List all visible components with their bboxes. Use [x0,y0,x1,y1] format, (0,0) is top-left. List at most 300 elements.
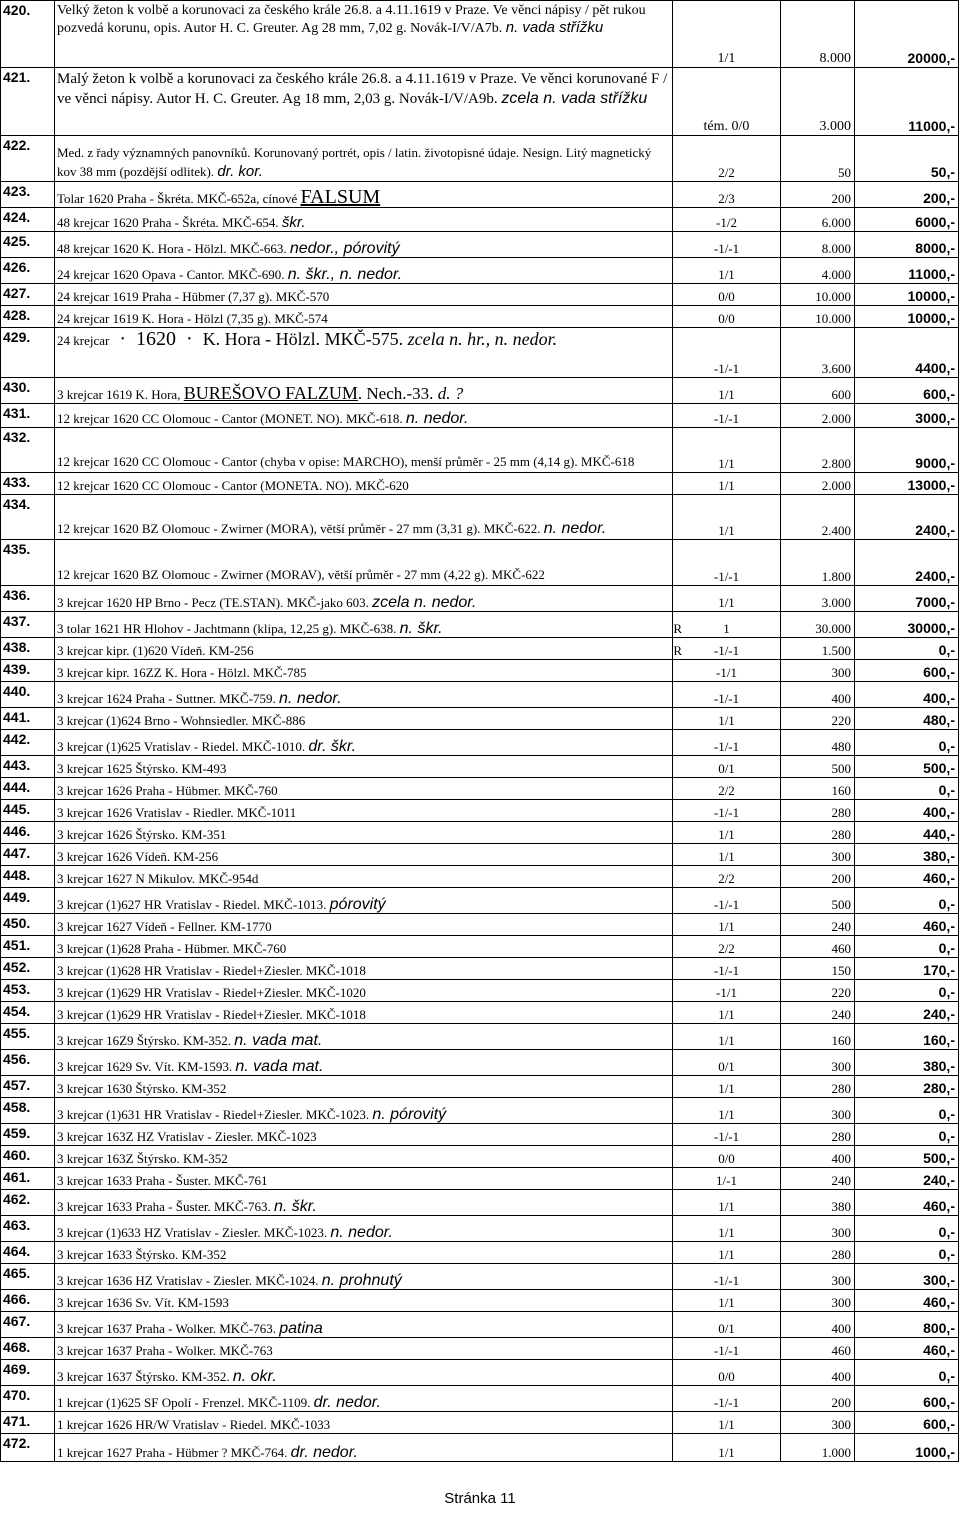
lot-price: 400,- [855,682,959,708]
lot-description [55,730,673,756]
lot-estimate: 10.000 [781,306,855,328]
description-text: 3 krejcar (1)629 HR Vratislav - Riedel+Ziesler. MKČ-1020 [57,985,366,1000]
lot-row [1,306,959,328]
lot-row [1,208,959,232]
lot-price: 0,- [855,936,959,958]
lot-price: 600,- [855,1412,959,1434]
lot-grade: 1/1 [673,428,781,473]
lot-price: 240,- [855,1168,959,1190]
lot-number: 448. [1,866,55,888]
lot-description: 12 krejcar 1620 BZ Olomouc - Zwirner (MORA), větší průměr - 27 mm (3,31 g). MKČ-622. n. nedor. [55,495,673,540]
lot-row [1,136,959,182]
lot-grade: -1/-1 [673,1264,781,1290]
lot-row [1,1098,959,1124]
lot-price: 30000,- [855,612,959,638]
lot-grade: 1/1 [673,1098,781,1124]
lot-number: 470. [1,1386,55,1412]
lot-row [1,936,959,958]
lot-number: 429. [1,328,55,378]
rarity-mark: R [673,643,682,658]
description-text: 3 krejcar 1633 Praha - Šuster. MKČ-761 [57,1173,268,1188]
lot-row [1,1216,959,1242]
lot-grade: -1/-1 [673,404,781,428]
lot-description: 3 krejcar 1619 K. Hora, BUREŠOVO FALZUM. Nech.-33. d. ? [55,378,673,404]
lot-price: 800,- [855,1312,959,1338]
lot-estimate: 400 [781,1146,855,1168]
condition-note: n. okr. [232,1368,277,1385]
lot-row [1,1338,959,1360]
lot-number: 457. [1,1076,55,1098]
lot-grade: 1/1 [673,258,781,284]
lot-estimate: 300 [781,1098,855,1124]
lot-estimate: 200 [781,182,855,208]
condition-note: n. prohnutý [321,1272,402,1289]
lot-grade: 1/1 [673,1002,781,1024]
lot-grade: 0/0 [673,306,781,328]
lot-grade: 1/1 [673,1290,781,1312]
lot-description: 12 krejcar 1620 CC Olomouc - Cantor (MONET. NO). MKČ-618. n. nedor. [55,404,673,428]
lot-row [1,1050,959,1076]
lot-price: 170,- [855,958,959,980]
page-number: Stránka 11 [444,1490,516,1507]
lot-row [1,1434,959,1462]
lot-grade: 0/0 [673,1146,781,1168]
lot-number: 452. [1,958,55,980]
lot-description [55,660,673,682]
lot-estimate: 200 [781,866,855,888]
lot-row [1,1360,959,1386]
lot-price: 0,- [855,888,959,914]
lot-row [1,1146,959,1168]
lot-estimate: 380 [781,1190,855,1216]
lot-price: 0,- [855,638,959,660]
lot-estimate: 8.000 [781,232,855,258]
lot-price: 600,- [855,378,959,404]
lot-row [1,1386,959,1412]
lot-grade: 1/1 [673,1,781,68]
lot-estimate: 1.800 [781,540,855,586]
lot-price: 13000,- [855,473,959,495]
lot-description: Malý žeton k volbě a korunovaci za českého krále 26.8. a 4.11.1619 v Praze. Ve věnci korunované F / ve věnci nápisy. Autor H. C. Greuter. Ag 18 mm, 2,03 g. Novák-I/V/A9b. zcela n. vada střížku [55,68,673,136]
lot-grade: 1 [673,612,781,638]
lot-price: 11000,- [855,258,959,284]
lot-number: 434. [1,495,55,540]
lot-price: 9000,- [855,428,959,473]
lot-number: 461. [1,1168,55,1190]
lot-number: 462. [1,1190,55,1216]
lot-estimate: 300 [781,1264,855,1290]
lot-price: 8000,- [855,232,959,258]
lot-row [1,232,959,258]
lot-estimate: 6.000 [781,208,855,232]
lot-price: 11000,- [855,68,959,136]
lot-row [1,1264,959,1290]
lot-estimate: 400 [781,1360,855,1386]
lot-price: 280,- [855,1076,959,1098]
lot-price: 600,- [855,1386,959,1412]
lot-grade: 2/2 [673,866,781,888]
rarity-mark: R [673,621,682,636]
lot-price: 2400,- [855,495,959,540]
lot-estimate: 300 [781,1050,855,1076]
description-text: 1 krejcar (1)625 SF Opolí - Frenzel. MKČ-1109. [57,1395,314,1410]
lot-estimate: 200 [781,1386,855,1412]
description-text: 3 krejcar 1637 Praha - Wolker. MKČ-763 [57,1343,273,1358]
lot-description: 48 krejcar 1620 K. Hora - Hölzl. MKČ-663. nedor., pórovitý [55,232,673,258]
lot-price: 7000,- [855,586,959,612]
lot-price: 0,- [855,1242,959,1264]
condition-note: n. škr. [274,1198,317,1215]
lot-row [1,1,959,68]
lot-description [55,936,673,958]
lot-description [55,1076,673,1098]
lot-number: 427. [1,284,55,306]
lot-grade: -1/-1 [673,540,781,586]
lot-description: 48 krejcar 1620 Praha - Škréta. MKČ-654. škr. [55,208,673,232]
lot-description: Tolar 1620 Praha - Škréta. MKČ-652a, cínové FALSUM [55,182,673,208]
lot-price: 0,- [855,730,959,756]
lot-estimate: 2.000 [781,473,855,495]
lot-description [55,1216,673,1242]
condition-note: dr. nedor. [313,1394,381,1411]
lot-row [1,638,959,660]
lot-number: 424. [1,208,55,232]
lot-description [55,1024,673,1050]
lot-price: 1000,- [855,1434,959,1462]
lot-row [1,1024,959,1050]
lot-estimate: 160 [781,1024,855,1050]
lot-number: 423. [1,182,55,208]
lot-grade: 0/1 [673,756,781,778]
lot-description [55,1190,673,1216]
lot-number: 447. [1,844,55,866]
lot-estimate: 300 [781,844,855,866]
lot-grade: 1/1 [673,914,781,936]
lot-description [55,1146,673,1168]
lot-estimate: 4.000 [781,258,855,284]
lot-number: 444. [1,778,55,800]
lot-price: 3000,- [855,404,959,428]
description-text: 3 krejcar 1626 Vídeň. KM-256 [57,849,219,864]
lot-number: 443. [1,756,55,778]
lot-grade: 2/2 [673,136,781,182]
condition-note: dr. škr. [308,738,357,755]
lot-price: 460,- [855,1290,959,1312]
lot-grade: -1/-1 [673,328,781,378]
description-text: 3 krejcar 1626 Štýrsko. KM-351 [57,827,227,842]
description-text: 3 krejcar 1627 N Mikulov. MKČ-954d [57,871,259,886]
lot-estimate: 3.600 [781,328,855,378]
lot-number: 420. [1,1,55,68]
description-text: 3 krejcar 1625 Štýrsko. KM-493 [57,761,227,776]
lot-row [1,844,959,866]
lot-grade: 0/1 [673,1312,781,1338]
lot-row [1,1168,959,1190]
lot-row [1,1002,959,1024]
lot-grade: -1/-1 [673,638,781,660]
lot-estimate: 280 [781,800,855,822]
description-text: 3 krejcar 1633 Štýrsko. KM-352 [57,1247,227,1262]
lot-number: 445. [1,800,55,822]
lot-grade: -1/-1 [673,232,781,258]
lot-row [1,328,959,378]
lot-row [1,708,959,730]
lot-number: 459. [1,1124,55,1146]
description-text: 3 krejcar (1)629 HR Vratislav - Riedel+Ziesler. MKČ-1018 [57,1007,366,1022]
lot-estimate: 600 [781,378,855,404]
lot-row [1,730,959,756]
lot-description [55,1290,673,1312]
lot-estimate: 1.000 [781,1434,855,1462]
lot-row [1,778,959,800]
lot-number: 431. [1,404,55,428]
lot-price: 300,- [855,1264,959,1290]
lot-row [1,586,959,612]
lot-price: 0,- [855,778,959,800]
lot-description [55,1338,673,1360]
lot-grade: -1/-1 [673,730,781,756]
lot-estimate: 220 [781,708,855,730]
lot-number: 451. [1,936,55,958]
lot-number: 446. [1,822,55,844]
lot-number: 437. [1,612,55,638]
lot-estimate: 500 [781,756,855,778]
lot-estimate: 280 [781,822,855,844]
description-text: 3 krejcar (1)625 Vratislav - Riedel. MKČ-1010. [57,739,309,754]
lot-row [1,756,959,778]
lot-price: 460,- [855,866,959,888]
lot-number: 471. [1,1412,55,1434]
lot-row [1,473,959,495]
lot-description [55,958,673,980]
lot-estimate: 160 [781,778,855,800]
lot-description: 3 krejcar 1620 HP Brno - Pecz (TE.STAN). MKČ-jako 603. zcela n. nedor. [55,586,673,612]
lot-description [55,914,673,936]
lot-description [55,1360,673,1386]
lot-number: 421. [1,68,55,136]
condition-note: n. vada mat. [235,1058,324,1075]
lot-price: 460,- [855,914,959,936]
lot-row [1,404,959,428]
lot-row [1,1076,959,1098]
lot-estimate: 3.000 [781,586,855,612]
lot-grade: 1/1 [673,822,781,844]
lot-number: 435. [1,540,55,586]
lot-price: 460,- [855,1338,959,1360]
lot-number: 467. [1,1312,55,1338]
lot-row [1,182,959,208]
description-text: 3 krejcar (1)633 HZ Vratislav - Ziesler. MKČ-1023. [57,1225,331,1240]
lot-row [1,980,959,1002]
lot-grade: -1/1 [673,660,781,682]
lot-estimate: 280 [781,1242,855,1264]
lot-grade: -1/1 [673,980,781,1002]
lot-estimate: 300 [781,660,855,682]
lot-price: 0,- [855,1124,959,1146]
lot-price: 4400,- [855,328,959,378]
lot-number: 440. [1,682,55,708]
lot-description [55,756,673,778]
lot-price: 6000,- [855,208,959,232]
lot-estimate: 220 [781,980,855,1002]
lot-row [1,1124,959,1146]
lot-row [1,800,959,822]
lot-description: 12 krejcar 1620 CC Olomouc - Cantor (chyba v opise: MARCHO), menší průměr - 25 mm (4,14 g). MKČ-618 [55,428,673,473]
lot-description: 12 krejcar 1620 CC Olomouc - Cantor (MONETA. NO). MKČ-620 [55,473,673,495]
lot-number: 432. [1,428,55,473]
condition-note: n. nedor. [330,1224,393,1241]
lot-grade: 1/1 [673,844,781,866]
lot-grade: 1/1 [673,1242,781,1264]
lot-estimate: 460 [781,936,855,958]
lot-description [55,1124,673,1146]
lot-number: 426. [1,258,55,284]
lot-row [1,1412,959,1434]
lot-number: 430. [1,378,55,404]
lot-number: 456. [1,1050,55,1076]
lot-row [1,258,959,284]
lot-estimate: 2.400 [781,495,855,540]
lot-row [1,682,959,708]
lot-description [55,1312,673,1338]
lot-row [1,866,959,888]
description-text: 3 krejcar 1636 Sv. Vít. KM-1593 [57,1295,229,1310]
lot-estimate: 280 [781,1124,855,1146]
description-text: 3 krejcar 1629 Sv. Vít. KM-1593. [57,1059,236,1074]
lot-row [1,822,959,844]
lot-price: 50,- [855,136,959,182]
lot-number: 425. [1,232,55,258]
lot-row [1,612,959,638]
lot-row [1,888,959,914]
lot-number: 439. [1,660,55,682]
lot-description [55,682,673,708]
lot-description: 24 krejcar 1619 Praha - Hübmer (7,37 g). MKČ-570 [55,284,673,306]
lot-price: 460,- [855,1190,959,1216]
lot-description: 24 krejcar · 1620 · K. Hora - Hölzl. MKČ-575. zcela n. hr., n. nedor. [55,328,673,378]
lot-estimate: 300 [781,1216,855,1242]
lot-description [55,980,673,1002]
lot-grade: 0/0 [673,284,781,306]
lot-estimate: 2.000 [781,404,855,428]
lot-description [55,888,673,914]
lot-estimate: 240 [781,1002,855,1024]
lot-number: 450. [1,914,55,936]
lot-estimate: 500 [781,888,855,914]
lot-grade: 1/1 [673,1216,781,1242]
lot-estimate: 3.000 [781,68,855,136]
lot-price: 500,- [855,1146,959,1168]
lot-description [55,708,673,730]
lot-row [1,68,959,136]
lot-price: 480,- [855,708,959,730]
lot-row [1,958,959,980]
lot-grade: 1/1 [673,378,781,404]
lot-row [1,1190,959,1216]
description-text: 3 krejcar 16Z9 Štýrsko. KM-352. [57,1033,235,1048]
lot-number: 438. [1,638,55,660]
lot-description [55,1050,673,1076]
lot-grade: 1/1 [673,1190,781,1216]
lot-price: 0,- [855,1360,959,1386]
lot-estimate: 400 [781,1312,855,1338]
lot-estimate: 400 [781,682,855,708]
lot-row [1,1312,959,1338]
lot-grade: 1/1 [673,1076,781,1098]
lot-row [1,660,959,682]
lot-price: 20000,- [855,1,959,68]
lot-price: 0,- [855,980,959,1002]
lot-estimate: 460 [781,1338,855,1360]
lot-description [55,844,673,866]
lot-number: 468. [1,1338,55,1360]
description-text: 3 krejcar 1636 HZ Vratislav - Ziesler. MKČ-1024. [57,1273,322,1288]
lot-price: 240,- [855,1002,959,1024]
lot-row [1,914,959,936]
lot-grade: -1/-1 [673,958,781,980]
lot-row [1,428,959,473]
lot-number: 442. [1,730,55,756]
lot-number: 454. [1,1002,55,1024]
description-text: 3 krejcar 163Z HZ Vratislav - Ziesler. MKČ-1023 [57,1129,317,1144]
lot-description: 24 krejcar 1620 Opava - Cantor. MKČ-690. n. škr., n. nedor. [55,258,673,284]
lot-number: 458. [1,1098,55,1124]
condition-note: dr. nedor. [290,1444,358,1461]
description-text: 3 krejcar 1624 Praha - Suttner. MKČ-759. [57,691,280,706]
lot-estimate: 50 [781,136,855,182]
lot-grade: 1/1 [673,1412,781,1434]
lot-description [55,800,673,822]
lot-price: 380,- [855,1050,959,1076]
lot-description [55,778,673,800]
lot-description [55,1168,673,1190]
lot-grade: 1/1 [673,495,781,540]
lot-grade: 0/0 [673,1360,781,1386]
lot-row [1,495,959,540]
lot-grade: 1/-1 [673,1168,781,1190]
lot-grade: tém. 0/0 [673,68,781,136]
lot-grade: -1/-1 [673,1338,781,1360]
lot-description: Med. z řady významných panovníků. Korunovaný portrét, opis / latin. životopisné údaje. Nesign. Litý magnetický kov 38 mm (pozdější odlitek). dr. kor. [55,136,673,182]
lot-price: 160,- [855,1024,959,1050]
description-text: 1 krejcar 1626 HR/W Vratislav - Riedel. MKČ-1033 [57,1417,331,1432]
condition-note: n. pórovitý [372,1106,447,1123]
description-text: 3 krejcar 1637 Praha - Wolker. MKČ-763. [57,1321,280,1336]
description-text: 3 krejcar 1626 Vratislav - Riedler. MKČ-1011 [57,805,297,820]
lot-number: 422. [1,136,55,182]
lot-number: 463. [1,1216,55,1242]
lot-row [1,378,959,404]
condition-note: n. nedor. [279,690,342,707]
lot-grade: 1/1 [673,473,781,495]
lot-grade: -1/-1 [673,1386,781,1412]
lot-number: 465. [1,1264,55,1290]
lot-grade: -1/2 [673,208,781,232]
lot-price: 10000,- [855,306,959,328]
lot-description: 3 krejcar kipr. (1)620 Vídeň. KM-256 R [55,638,673,660]
lot-price: 2400,- [855,540,959,586]
lot-number: 436. [1,586,55,612]
lot-number: 449. [1,888,55,914]
lot-description [55,1098,673,1124]
lot-grade: 1/1 [673,1024,781,1050]
lot-estimate: 8.000 [781,1,855,68]
lot-number: 433. [1,473,55,495]
lot-number: 453. [1,980,55,1002]
lot-row [1,284,959,306]
lot-estimate: 1.500 [781,638,855,660]
lot-price: 200,- [855,182,959,208]
